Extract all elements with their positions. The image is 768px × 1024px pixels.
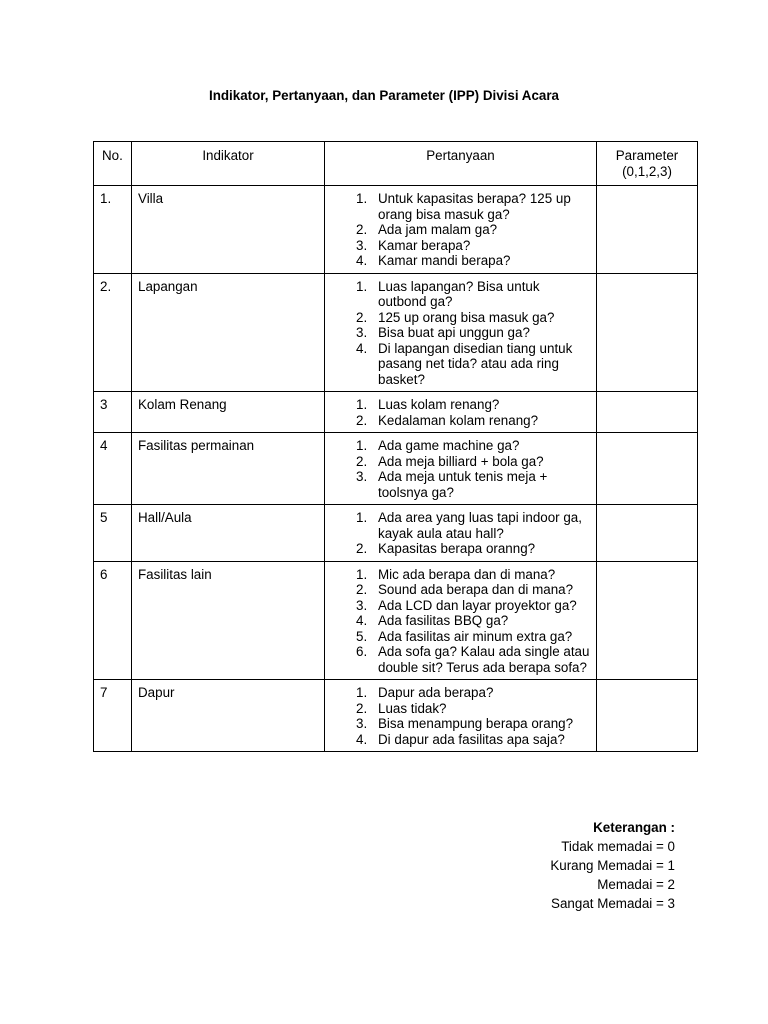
question-text: Kedalaman kolam renang? [378, 412, 539, 428]
row-number: 7 [94, 680, 132, 752]
table-header-row [94, 142, 698, 186]
question-number: 4. [356, 253, 368, 268]
legend-item: Tidak memadai = 0 [561, 839, 675, 854]
row-parameter [597, 505, 698, 562]
header-parameter-scale: (0,1,2,3) [622, 163, 672, 179]
question-item [331, 732, 590, 748]
question-item [331, 279, 590, 310]
question-text: Ada fasilitas air minum extra ga? [378, 628, 573, 644]
question-number: 1. [356, 397, 368, 412]
question-number: 4. [356, 340, 368, 356]
question-number: 2. [356, 309, 368, 325]
question-list [331, 510, 590, 557]
question-text: Kapasitas berapa oranng? [378, 541, 536, 556]
question-number: 2. [356, 700, 368, 716]
row-indikator: Dapur [132, 680, 325, 752]
question-text: 125 up orang bisa masuk ga? [378, 309, 555, 325]
row-number: 3 [94, 392, 132, 433]
question-text: Kamar mandi berapa? [378, 253, 511, 268]
legend-item: Memadai = 2 [597, 877, 675, 892]
question-item [331, 222, 590, 238]
table-row [94, 433, 698, 505]
row-indikator: Villa [132, 186, 325, 274]
question-text: Ada sofa ga? Kalau ada single atau double sit? Terus ada berapa sofa? [378, 644, 590, 675]
question-number: 3. [356, 597, 368, 613]
table-row [94, 273, 698, 392]
question-text: Luas tidak? [378, 700, 447, 716]
row-number: 1. [94, 186, 132, 274]
question-number: 1. [356, 438, 368, 453]
header-no: No. [94, 142, 132, 186]
question-item [331, 685, 590, 701]
row-parameter [597, 561, 698, 680]
legend-title: Keterangan : [593, 820, 675, 835]
question-text: Ada area yang luas tapi indoor ga, kayak aula atau hall? [378, 510, 582, 541]
table-row [94, 186, 698, 274]
row-indikator: Fasilitas lain [132, 561, 325, 680]
question-number: 2. [356, 412, 368, 428]
legend-item: Kurang Memadai = 1 [550, 858, 675, 873]
question-text: Ada meja untuk tenis meja + toolsnya ga? [378, 469, 548, 500]
question-number: 1. [356, 510, 368, 525]
row-parameter [597, 680, 698, 752]
document-title: Indikator, Pertanyaan, dan Parameter (IPP) Divisi Acara [208, 88, 560, 103]
legend-item: Sangat Memadai = 3 [551, 896, 675, 911]
question-text: Untuk kapasitas berapa? 125 up orang bisa masuk ga? [378, 191, 571, 222]
row-parameter [597, 186, 698, 274]
table-row [94, 392, 698, 433]
row-pertanyaan [325, 680, 597, 752]
question-item [331, 238, 590, 254]
row-parameter [597, 392, 698, 433]
row-pertanyaan [325, 433, 597, 505]
question-item [331, 191, 590, 222]
question-item [331, 413, 590, 429]
row-number: 2. [94, 273, 132, 392]
question-text: Bisa menampung berapa orang? [378, 716, 574, 731]
question-item [331, 629, 590, 645]
question-text: Di lapangan disedian tiang untuk pasang net tida? atau ada ring basket? [378, 340, 573, 387]
question-text: Mic ada berapa dan di mana? [378, 566, 556, 582]
question-item [331, 438, 590, 454]
legend [550, 818, 675, 913]
header-parameter-label: Parameter [615, 148, 679, 163]
question-item [331, 598, 590, 614]
question-item [331, 701, 590, 717]
question-number: 1. [356, 191, 368, 206]
row-pertanyaan [325, 561, 597, 680]
question-list [331, 397, 590, 428]
question-item [331, 341, 590, 388]
row-number: 6 [94, 561, 132, 680]
header-parameter [597, 142, 698, 186]
question-item [331, 567, 590, 583]
question-item [331, 325, 590, 341]
question-item [331, 613, 590, 629]
question-item [331, 469, 590, 500]
question-text: Dapur ada berapa? [378, 685, 494, 700]
question-number: 4. [356, 731, 368, 747]
table-row [94, 680, 698, 752]
row-pertanyaan [325, 392, 597, 433]
table-body [94, 186, 698, 752]
question-number: 6. [356, 644, 368, 659]
question-number: 1. [356, 685, 368, 700]
ipp-table [93, 141, 698, 752]
question-text: Luas lapangan? Bisa untuk outbond ga? [378, 278, 540, 309]
row-indikator: Fasilitas permainan [132, 433, 325, 505]
question-list [331, 191, 590, 269]
question-number: 1. [356, 278, 368, 294]
question-text: Ada game machine ga? [378, 438, 520, 453]
question-item [331, 716, 590, 732]
question-list [331, 685, 590, 747]
question-number: 2. [356, 582, 368, 597]
question-item [331, 582, 590, 598]
row-number: 5 [94, 505, 132, 562]
question-item [331, 454, 590, 470]
question-number: 2. [356, 222, 368, 237]
row-pertanyaan [325, 273, 597, 392]
question-text: Sound ada berapa dan di mana? [378, 582, 574, 597]
question-number: 2. [356, 541, 368, 556]
question-text: Ada jam malam ga? [378, 222, 498, 237]
row-pertanyaan [325, 186, 597, 274]
question-text: Ada fasilitas BBQ ga? [378, 613, 509, 628]
question-list [331, 279, 590, 388]
question-item [331, 310, 590, 326]
row-number: 4 [94, 433, 132, 505]
question-number: 3. [356, 237, 368, 253]
table-row [94, 561, 698, 680]
question-number: 3. [356, 469, 368, 484]
question-item [331, 510, 590, 541]
question-text: Di dapur ada fasilitas apa saja? [378, 731, 565, 747]
question-text: Ada meja billiard + bola ga? [378, 453, 544, 469]
row-parameter [597, 433, 698, 505]
question-text: Kamar berapa? [378, 237, 471, 253]
question-list [331, 567, 590, 676]
row-indikator: Hall/Aula [132, 505, 325, 562]
question-number: 2. [356, 453, 368, 469]
question-number: 5. [356, 628, 368, 644]
row-pertanyaan [325, 505, 597, 562]
question-item [331, 541, 590, 557]
question-number: 3. [356, 325, 368, 340]
row-parameter [597, 273, 698, 392]
question-item [331, 397, 590, 413]
question-number: 1. [356, 566, 368, 582]
question-item [331, 253, 590, 269]
question-number: 4. [356, 613, 368, 628]
header-indikator: Indikator [132, 142, 325, 186]
row-indikator: Kolam Renang [132, 392, 325, 433]
question-text: Ada LCD dan layar proyektor ga? [378, 597, 577, 613]
question-list [331, 438, 590, 500]
question-number: 3. [356, 716, 368, 731]
table-row [94, 505, 698, 562]
question-item [331, 644, 590, 675]
question-text: Bisa buat api unggun ga? [378, 325, 530, 340]
header-pertanyaan: Pertanyaan [325, 142, 597, 186]
question-text: Luas kolam renang? [378, 397, 500, 412]
row-indikator: Lapangan [132, 273, 325, 392]
